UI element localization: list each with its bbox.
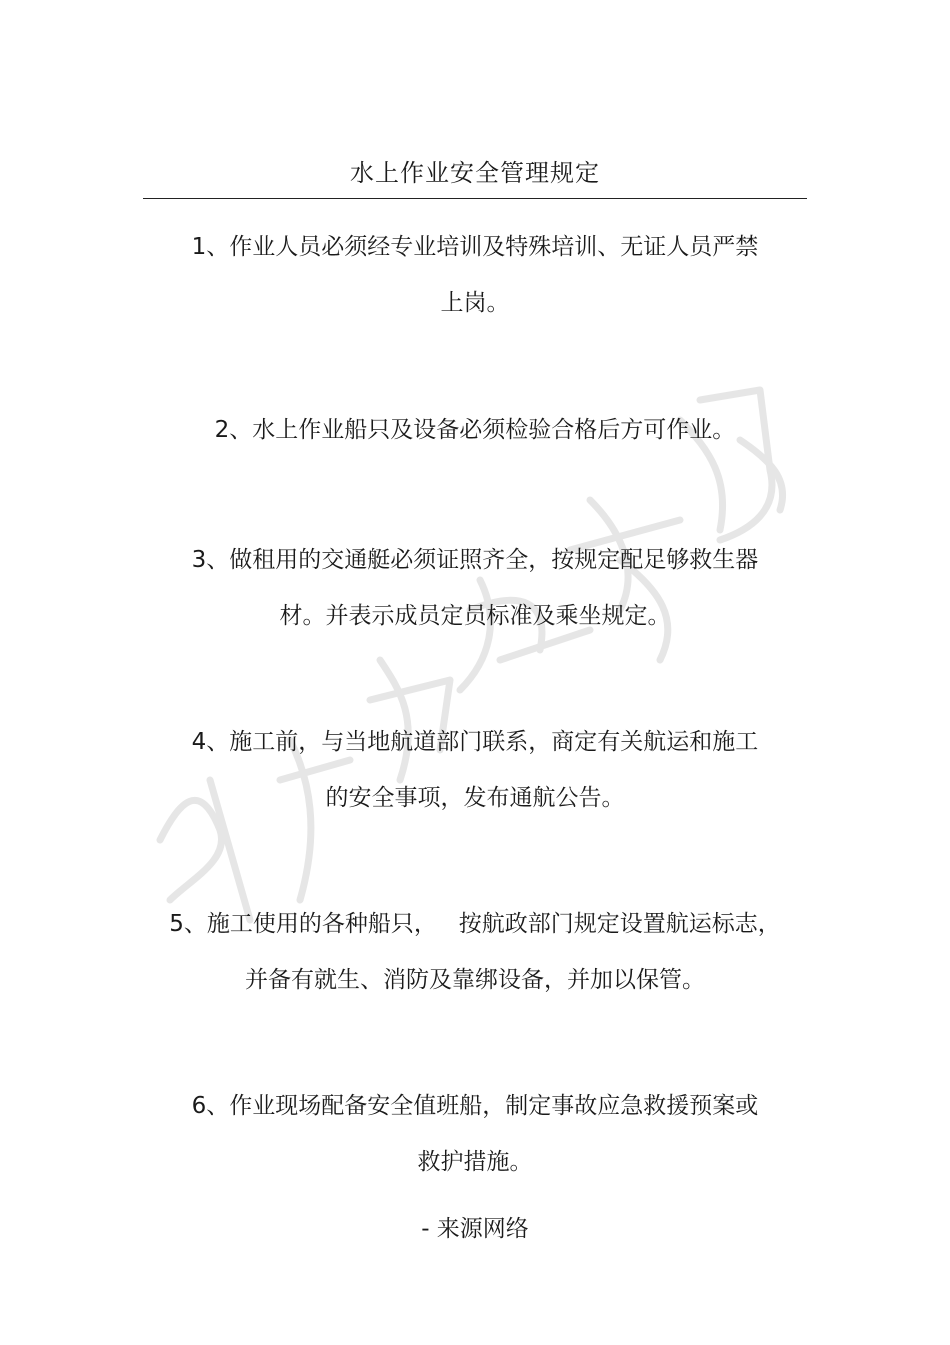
rule-item-1-line-1: 1、作业人员必须经专业培训及特殊培训、无证人员严禁 [191,234,759,260]
rule-item-2 [0,402,950,458]
rule-item-5 [0,896,950,1008]
rule-item-5-line-1: 5、施工使用的各种船只， 按航政部门规定设置航运标志， [169,911,781,937]
rule-item-1 [0,219,950,331]
rule-item-2-line-1: 2、水上作业船只及设备必须检验合格后方可作业。 [214,417,736,443]
rule-item-5-line-2: 并备有就生、消防及靠绑设备，并加以保管。 [245,967,705,993]
rule-item-4-line-2: 的安全事项，发布通航公告。 [325,785,625,811]
rule-item-3-line-1: 3、做租用的交通艇必须证照齐全，按规定配足够救生器 [191,547,759,573]
rule-item-6-line-1: 6、作业现场配备安全值班船，制定事故应急救援预案或 [191,1093,759,1119]
rule-item-3 [0,532,950,644]
title-divider [143,198,807,199]
rule-item-4 [0,714,950,826]
rule-item-4-line-1: 4、施工前，与当地航道部门联系，商定有关航运和施工 [191,729,759,755]
rule-item-3-line-2: 材。并表示成员定员标准及乘坐规定。 [279,603,671,629]
rule-item-6-line-2: 救护措施。 [417,1149,533,1175]
document-title: 水上作业安全管理规定 [350,159,600,187]
source-note: - 来源网络 [421,1216,529,1242]
rule-item-6 [0,1078,950,1190]
rule-item-1-line-2: 上岗。 [440,290,510,316]
